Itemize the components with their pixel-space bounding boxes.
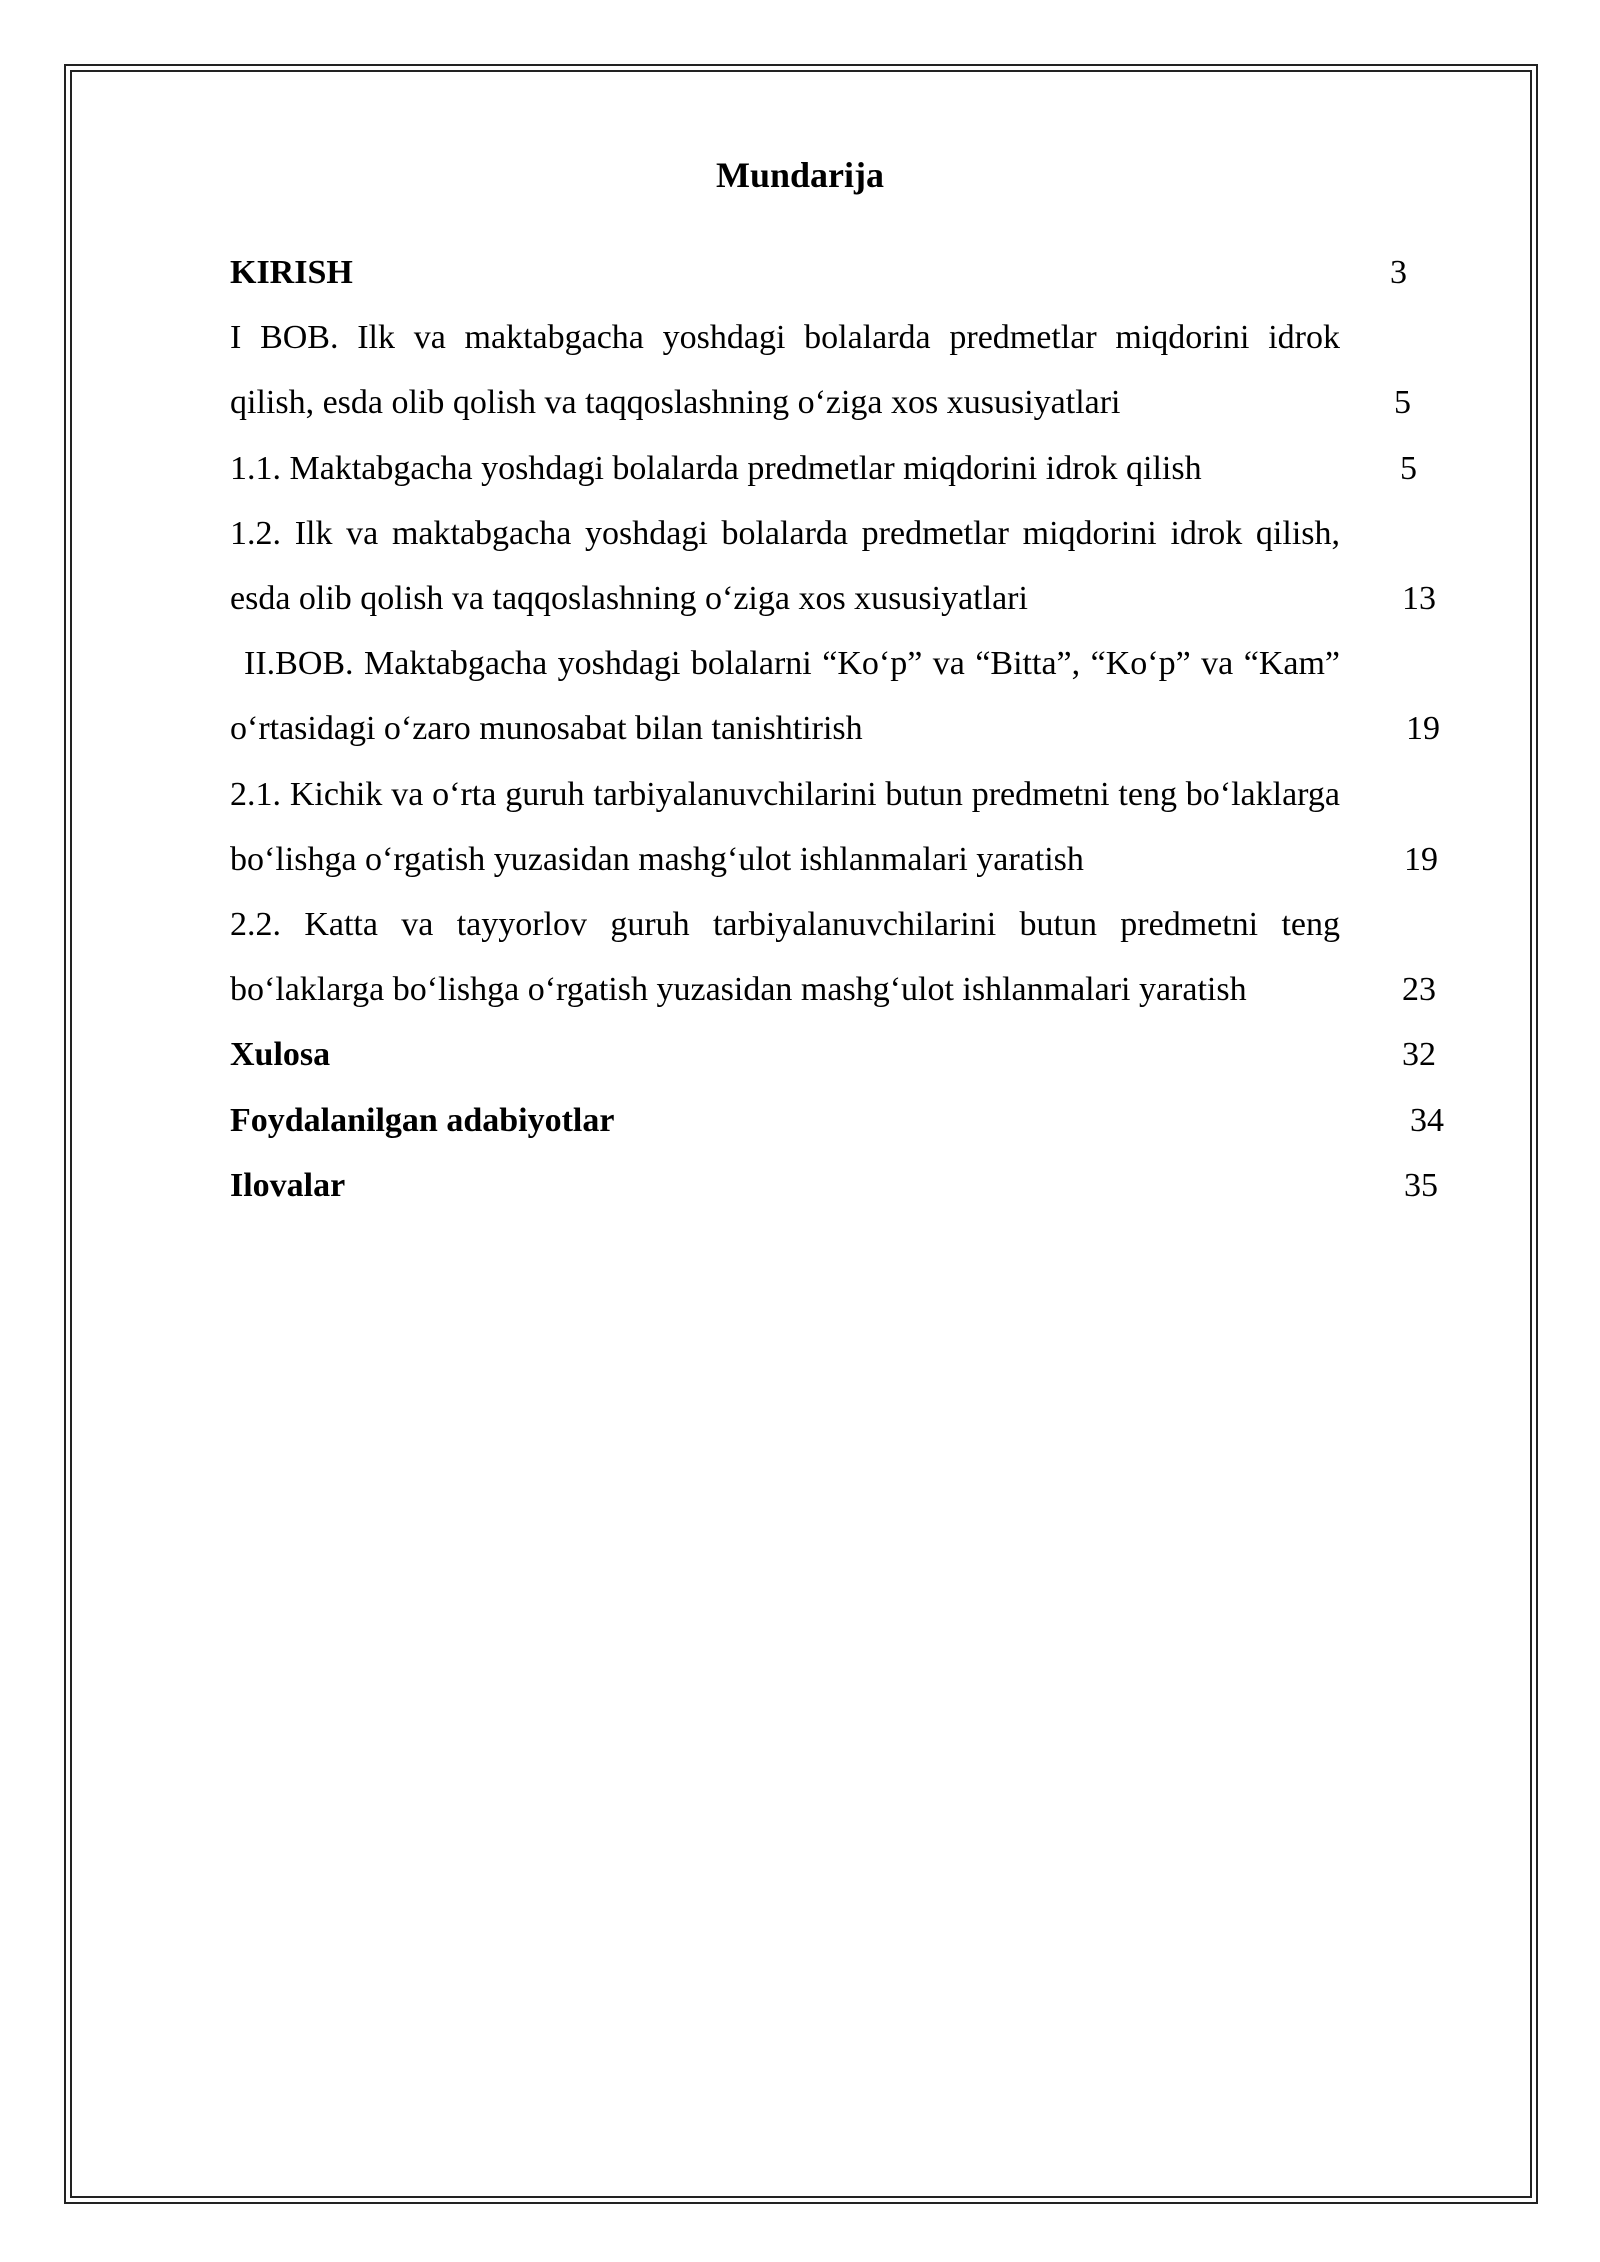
toc-entry-title: 2.1. Kichik va o‘rta guruh tarbiyalanuvchilarini butun predmetni teng bo‘laklarga bo‘lishga o‘rgatish yuzasidan mashg‘ulot ishlanmalari yaratish bbox=[230, 775, 1340, 878]
toc-entry-chapter-1 bbox=[230, 305, 1490, 435]
toc-entry-page: 23 bbox=[1402, 971, 1436, 1009]
toc-entry-title: 1.2. Ilk va maktabgacha yoshdagi bolalarda predmetlar miqdorini idrok qilish, esda olib qolish va taqqoslashning o‘ziga xos xususiyatlari bbox=[230, 514, 1340, 618]
toc-entry-ilovalar bbox=[230, 1153, 1490, 1218]
toc-entry-title: I BOB. Ilk va maktabgacha yoshdagi bolalarda predmetlar miqdorini idrok qilish, esda olib qolish va taqqoslashning o‘ziga xos xususiyatlari bbox=[230, 319, 1340, 422]
toc-entry-page: 5 bbox=[1394, 384, 1411, 422]
toc-entry-kirish bbox=[230, 240, 1490, 305]
toc-entry-page: 35 bbox=[1404, 1166, 1438, 1204]
toc-entry-title: 1.1. Maktabgacha yoshdagi bolalarda predmetlar miqdorini idrok qilish bbox=[230, 449, 1202, 487]
toc-entry-section-2-1 bbox=[230, 762, 1490, 892]
toc-entry-page: 13 bbox=[1402, 580, 1436, 618]
toc-entry-page: 19 bbox=[1404, 840, 1438, 878]
toc-entry-page: 3 bbox=[1390, 254, 1407, 291]
toc-entry-title: II.BOB. Maktabgacha yoshdagi bolalarni “Ko‘p” va “Bitta”, “Ko‘p” va “Kam” o‘rtasidagi o‘zaro munosabat bilan tanishtirish bbox=[230, 645, 1340, 748]
toc-entry-adabiyotlar bbox=[230, 1088, 1490, 1153]
toc-entry-section-2-2 bbox=[230, 892, 1490, 1022]
table-of-contents bbox=[230, 240, 1490, 1218]
toc-entry-page: 32 bbox=[1402, 1036, 1436, 1074]
toc-entry-title: Foydalanilgan adabiyotlar bbox=[230, 1101, 615, 1139]
toc-entry-title: Ilovalar bbox=[230, 1166, 346, 1204]
toc-entry-title: Xulosa bbox=[230, 1036, 331, 1074]
toc-entry-section-1-2 bbox=[230, 501, 1490, 631]
toc-entry-title: 2.2. Katta va tayyorlov guruh tarbiyalanuvchilarini butun predmetni teng bo‘laklarga bo‘lishga o‘rgatish yuzasidan mashg‘ulot ishlanmalari yaratish bbox=[230, 906, 1340, 1009]
toc-entry-title: KIRISH bbox=[230, 254, 353, 291]
page-title: Mundarija bbox=[715, 155, 884, 195]
toc-entry-section-1-1 bbox=[230, 436, 1490, 501]
toc-entry-page: 19 bbox=[1406, 710, 1440, 748]
toc-entry-page: 34 bbox=[1410, 1101, 1444, 1139]
toc-entry-xulosa bbox=[230, 1022, 1490, 1087]
toc-entry-chapter-2 bbox=[230, 631, 1490, 761]
toc-entry-page: 5 bbox=[1400, 449, 1417, 487]
